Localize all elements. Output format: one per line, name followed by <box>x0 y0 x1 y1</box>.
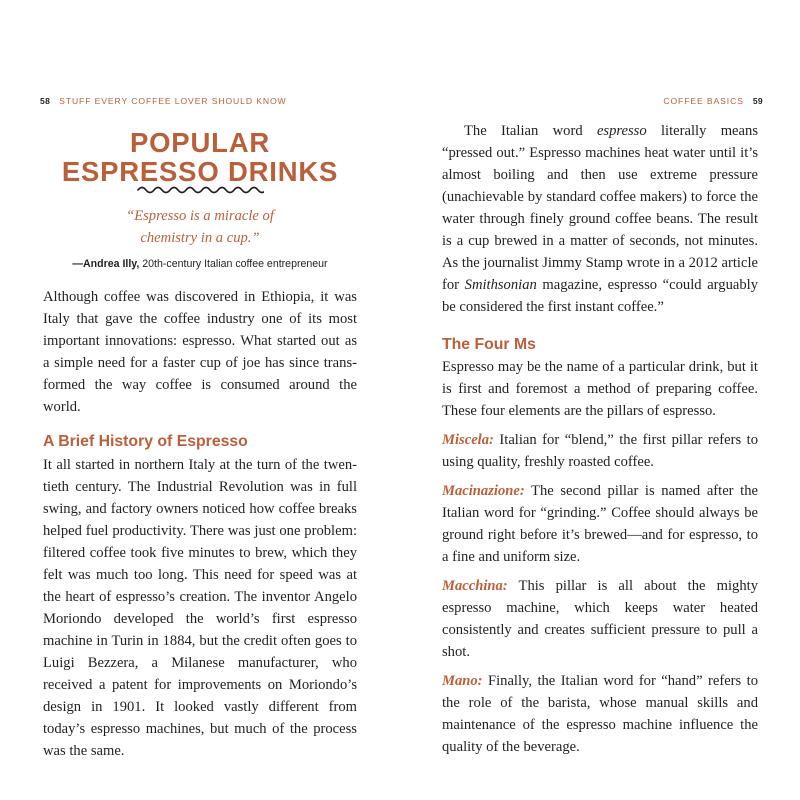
chapter-title-line2: ESPRESSO DRINKS <box>61 156 339 187</box>
running-head-title-left: STUFF EVERY COFFEE LOVER SHOULD KNOW <box>59 96 287 106</box>
term-miscela: Miscela: <box>442 432 494 448</box>
epigraph-author-description: 20th-century Italian coffee entrepreneur <box>139 258 328 270</box>
running-head-title-right: COFFEE BASICS <box>663 96 744 106</box>
definition-text-1: The Italian word <box>464 123 597 139</box>
definition-italic-espresso: espresso <box>596 123 647 139</box>
item-text-macchina: This pillar is all about the mighty espresso machine, which keeps water heated consistently and creates sufficient pressure to pull a shot. <box>442 578 758 660</box>
four-ms-intro: Espresso may be the name of a particular drink, but it is first and foremost a method of preparing coffee. These four elements are the pillars of espresso. <box>442 359 758 419</box>
item-text-miscela: Italian for “blend,” the first pillar refers to using quality, freshly roasted coffee. <box>442 432 758 470</box>
right-body <box>442 120 758 758</box>
left-body <box>43 286 357 762</box>
epigraph-quote-line2: chemistry in a cup.” <box>140 230 260 246</box>
history-paragraph: It all started in northern Italy at the turn of the twentieth century. The Industrial Revolution was in full swing, and factory owners noticed how coffee breaks helped fuel productivity. There was just one problem: filtered coffee took five minutes to brew, which they felt was much too long. This need for speed was at the heart of espresso’s creation. The inventor Angelo Moriondo developed the world’s first espresso machine in Turin in 1884, but the credit often goes to Luigi Bezzera, a Milanese manufacturer, who received a patent for improvements on Moriondo’s design in 1901. It looked vastly different from today’s espresso machines, but much of the process was the same. <box>43 457 357 759</box>
chapter-title-line1: POPULAR <box>129 127 271 158</box>
running-head-right <box>663 96 763 106</box>
intro-paragraph: Although coffee was discovered in Ethiopia, it was Italy that gave the coffee industry one of its most important innovations: espresso. What started out as a simple need for a faster cup of joe has since transformed the way coffee is consumed around the world. <box>43 289 357 415</box>
four-ms-item-miscela <box>442 429 758 473</box>
page-number-left: 58 <box>40 96 51 106</box>
four-ms-heading: The Four Ms <box>442 336 536 353</box>
chapter-title <box>40 128 360 186</box>
running-head-left <box>40 96 287 106</box>
espresso-definition-paragraph <box>442 120 758 318</box>
four-ms-item-macinazione <box>442 480 758 568</box>
term-macchina: Macchina: <box>442 578 508 594</box>
epigraph-author: —Andrea Illy, <box>72 258 140 270</box>
four-ms-item-mano <box>442 670 758 758</box>
squiggle-divider-icon <box>136 184 264 196</box>
term-mano: Mano: <box>442 673 483 689</box>
definition-italic-smithsonian: Smithsonian <box>464 277 537 293</box>
item-text-macinazione: The second pillar is named after the Italian word for “grinding.” Coffee should always be ground right before it’s brewed—and for espresso, to a fine and uniform size. <box>442 483 758 565</box>
epigraph-attribution <box>40 258 360 270</box>
right-page <box>400 0 800 800</box>
definition-text-3: magazine, espresso “could arguably be considered the first instant coffee.” <box>442 277 758 315</box>
item-text-mano: Finally, the Italian word for “hand” refers to the role of the barista, whose manual skills and maintenance of the espresso machine influence the quality of the beverage. <box>442 673 758 755</box>
page-number-right: 59 <box>752 96 763 106</box>
history-heading: A Brief History of Espresso <box>43 433 248 450</box>
epigraph-quote-line1: “Espresso is a miracle of <box>126 208 274 224</box>
epigraph-quote <box>40 205 360 249</box>
definition-text-2: literally means “pressed out.” Espresso machines heat water until it’s almost boiling and then use extreme pressure (unachievable by standard coffee makers) to force the water through finely ground coffee beans. The result is a cup brewed in a matter of seconds, not minutes. As the journalist Jimmy Stamp wrote in a 2012 article for <box>442 123 758 293</box>
term-macinazione: Macinazione: <box>442 483 525 499</box>
four-ms-item-macchina <box>442 575 758 663</box>
